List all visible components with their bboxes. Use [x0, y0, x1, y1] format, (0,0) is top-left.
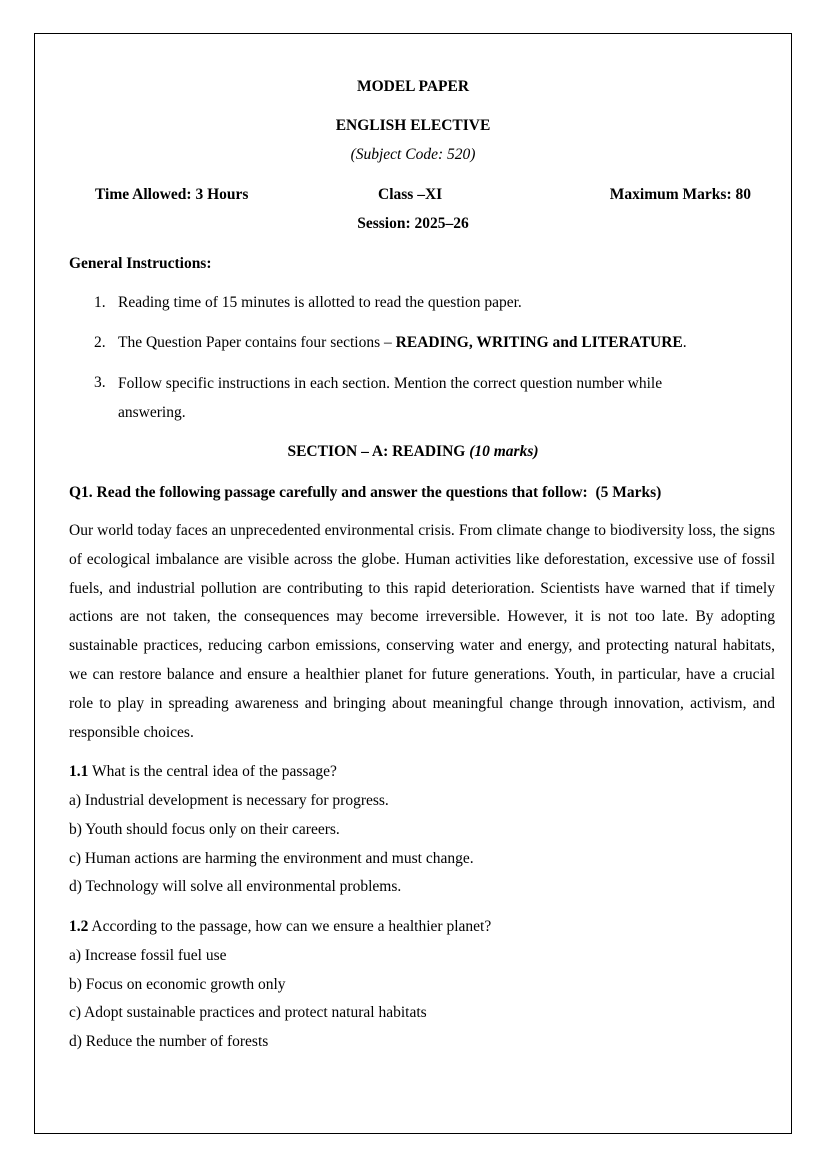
option-item: b) Youth should focus only on their careers. — [69, 821, 340, 838]
question-text: What is the central idea of the passage? — [88, 763, 337, 780]
subject-code: (Subject Code: 520) — [350, 146, 476, 163]
question-1-1 — [69, 763, 337, 781]
instructions-heading: General Instructions: — [69, 255, 212, 272]
question-1-2 — [69, 918, 491, 936]
option-item: a) Increase fossil fuel use — [69, 947, 227, 964]
instruction-number: 1. — [94, 294, 106, 311]
instruction-item: Reading time of 15 minutes is allotted to read the question paper. — [118, 294, 522, 311]
option-item: a) Industrial development is necessary for progress. — [69, 792, 389, 809]
instruction-number: 2. — [94, 334, 106, 351]
q1-passage: Our world today faces an unprecedented environmental crisis. From climate change to biodiversity loss, the signs of ecological imbalance are visible across the globe. Human activities like deforestation, excessive use of fossil fuels, and industrial pollution are contributing to this rapid deterioration. Scientists have warned that if timely actions are not taken, the consequences may become irreversible. However, it is not too late. By adopting sustainable practices, reducing carbon emissions, conserving water and energy, and protecting natural habitats, we can restore balance and ensure a healthier planet for future generations. Youth, in particular, have a crucial role to play in spreading awareness and bringing about meaningful change through innovation, activism, and responsible choices. — [69, 522, 775, 741]
q1-prompt: Q1. Read the following passage carefully and answer the questions that follow: (5 Marks) — [69, 484, 662, 501]
instruction-text-end: . — [682, 334, 687, 351]
instruction-text: The Question Paper contains four sections – — [118, 334, 396, 351]
instruction-sections-bold: READING, WRITING and LITERATURE — [395, 334, 683, 351]
question-text: According to the passage, how can we ensure a healthier planet? — [88, 918, 492, 935]
question-number: 1.1 — [69, 763, 89, 780]
section-a-heading — [34, 443, 792, 461]
question-number: 1.2 — [69, 918, 89, 935]
option-item: d) Technology will solve all environmental problems. — [69, 878, 402, 895]
section-a-title: SECTION – A: READING — [287, 443, 470, 460]
option-item: c) Adopt sustainable practices and protect natural habitats — [69, 1004, 427, 1021]
section-a-marks: (10 marks) — [469, 443, 539, 460]
time-allowed: Time Allowed: 3 Hours — [95, 186, 249, 203]
option-item: d) Reduce the number of forests — [69, 1033, 269, 1050]
paper-title: MODEL PAPER — [356, 78, 470, 95]
instruction-item — [118, 334, 687, 352]
option-item: c) Human actions are harming the environment and must change. — [69, 850, 474, 867]
instruction-number: 3. — [94, 374, 106, 391]
option-item: b) Focus on economic growth only — [69, 976, 286, 993]
instruction-item: Follow specific instructions in each section. Mention the correct question number while answering. — [118, 375, 663, 421]
maximum-marks: Maximum Marks: 80 — [609, 186, 751, 203]
class-label: Class –XI — [378, 186, 443, 203]
subject-title: ENGLISH ELECTIVE — [335, 117, 491, 134]
session-label: Session: 2025–26 — [357, 215, 469, 232]
